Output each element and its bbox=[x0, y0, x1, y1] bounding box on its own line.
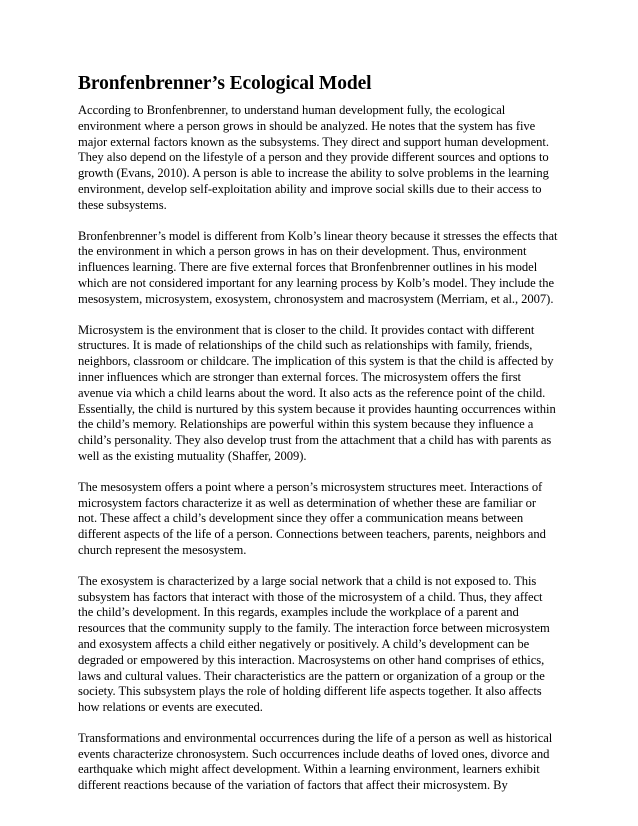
paragraph-introduction: According to Bronfenbrenner, to understand human development fully, the ecological environment where a person grows in should be analyzed. He notes that the system has five major external factors known as the subsystems. They direct and support human development. They also depend on the lifestyle of a person and they provide different sources and options to growth (Evans, 2010). A person is able to increase the ability to solve problems in the learning environment, develop self-exploitation ability and improve social skills due to their access to these subsystems. bbox=[78, 103, 549, 212]
paragraph-mesosystem: The mesosystem offers a point where a person’s microsystem structures meet. Interactions of microsystem factors characterize it as well as determination of whether these are familiar or not. These affect a child’s development since they offer a communication means between different aspects of the life of a person. Connections between teachers, parents, neighbors and church represent the mesosystem. bbox=[78, 479, 546, 557]
paragraph-model-comparison: Bronfenbrenner’s model is different from Kolb’s linear theory because it stresses the effects that the environment in which a person grows in has on their development. Thus, environment influences learning. There are five external forces that Bronfenbrenner outlines in his model which are not considered important for any learning process by Kolb’s model. They include the mesosystem, microsystem, exosystem, chronosystem and macrosystem (Merriam, et al., 2007). bbox=[78, 228, 558, 306]
paragraph-microsystem: Microsystem is the environment that is closer to the child. It provides contact with different structures. It is made of relationships of the child such as relationships with family, friends, neighbors, classroom or childcare. The implication of this system is that the child is affected by inner influences which are stronger than external forces. The microsystem offers the first avenue via which a child learns about the word. It also acts as the reference point of the child. Essentially, the child is nurtured by this system because it provides haunting occurrences within the child’s memory. Relationships are powerful within this system because they influence a child’s personality. They also develop trust from the attachment that a child has with parents as well as the existing mutuality (Shaffer, 2009). bbox=[78, 322, 556, 463]
document-title: Bronfenbrenner’s Ecological Model bbox=[78, 73, 372, 94]
paragraph-chronosystem: Transformations and environmental occurrences during the life of a person as well as historical events characterize chronosystem. Such occurrences include deaths of loved ones, divorce and earthquake which might affect development. Within a learning environment, learners exhibit different reactions because of the variation of factors that affect their microsystem. By bbox=[78, 730, 553, 793]
paragraph-exosystem: The exosystem is characterized by a large social network that a child is not exposed to. This subsystem has factors that interact with those of the microsystem of a child. Thus, they affect the child’s development. In this regards, examples include the workplace of a parent and resources that the community supply to the family. The interaction force between microsystem and exosystem affects a child either negatively or positively. A child’s development can be degraded or empowered by this interaction. Macrosystems on other hand comprises of ethics, laws and cultural values. Their characteristics are the pattern or organization of a group or the society. This subsystem plays the role of holding different life aspects together. It also affects how relations or events are executed. bbox=[78, 573, 550, 715]
document-body bbox=[78, 72, 558, 794]
